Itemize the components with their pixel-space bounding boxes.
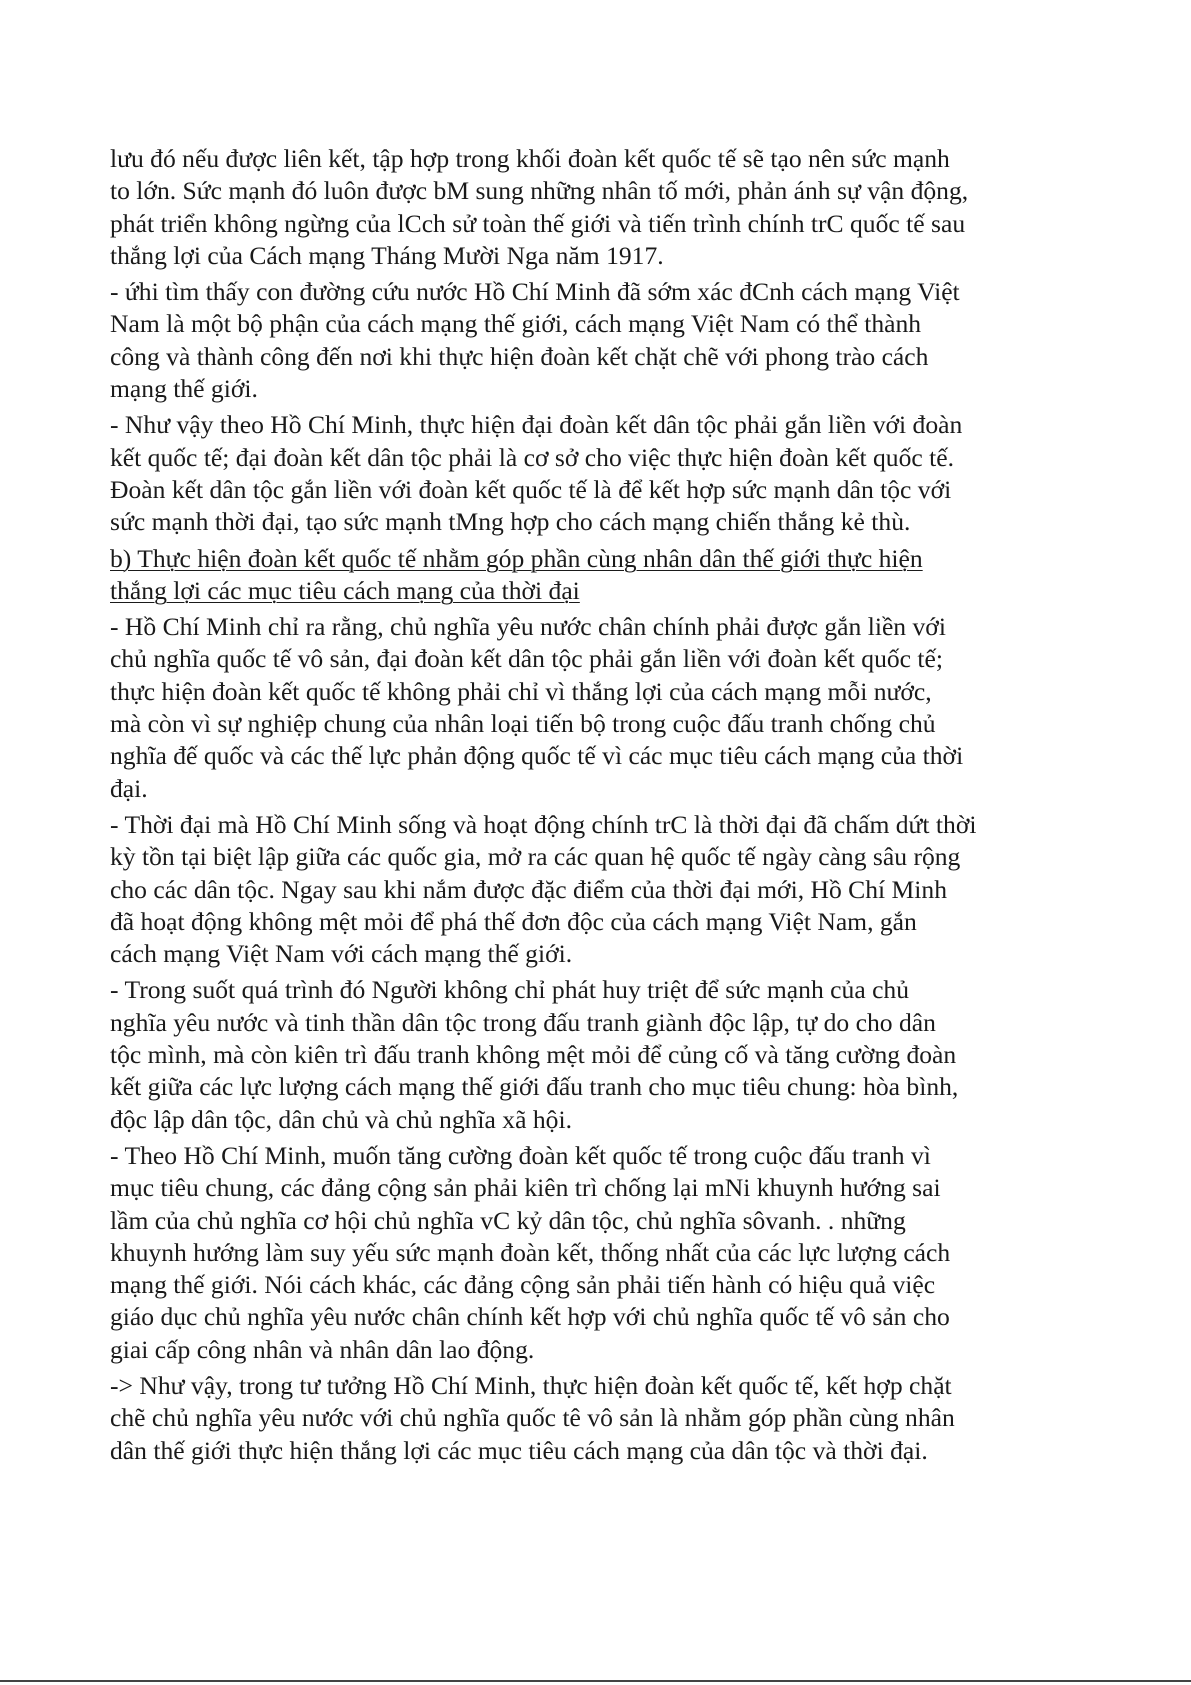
text-line: phát triển không ngừng của lCch sử toàn thế giới và tiến trình chính trC quốc tế sau [110,208,966,238]
text-line: Nam là một bộ phận của cách mạng thế giới, cách mạng Việt Nam có thể thành [110,309,922,339]
text-line: -> Như vậy, trong tư tưởng Hồ Chí Minh, thực hiện đoàn kết quốc tế, kết hợp chặt [110,1370,952,1400]
text-line: mạng thế giới. Nói cách khác, các đảng cộng sản phải tiến hành có hiệu quả việc [110,1270,936,1300]
text-line: đại. [110,773,148,803]
paragraph-3 [110,409,1070,538]
text-line: mà còn vì sự nghiệp chung của nhân loại tiến bộ trong cuộc đấu tranh chống chủ [110,709,936,739]
paragraph-1 [110,143,1070,272]
text-line: khuynh hướng làm suy yếu sức mạnh đoàn kết, thống nhất của các lực lượng cách [110,1237,951,1267]
text-line: công và thành công đến nơi khi thực hiện đoàn kết chặt chẽ với phong trào cách [110,341,929,371]
text-line: dân thế giới thực hiện thắng lợi các mục tiêu cách mạng của dân tộc và thời đại. [110,1435,928,1465]
paragraph-8 [110,1370,1070,1467]
text-line: giai cấp công nhân và nhân dân lao động. [110,1334,535,1364]
text-line: tộc mình, mà còn kiên trì đấu tranh không mệt mỏi để củng cố và tăng cường đoàn [110,1040,957,1070]
text-line: - Trong suốt quá trình đó Người không chỉ phát huy triệt để sức mạnh của chủ [110,975,910,1005]
text-line: mục tiêu chung, các đảng cộng sản phải kiên trì chống lại mNi khuynh hướng sai [110,1173,941,1203]
text-line: - Theo Hồ Chí Minh, muốn tăng cường đoàn kết quốc tế trong cuộc đấu tranh vì [110,1140,931,1170]
paragraph-2 [110,276,1070,405]
paragraph-6 [110,974,1070,1135]
text-line: Đoàn kết dân tộc gắn liền với đoàn kết quốc tế là để kết hợp sức mạnh dân tộc với [110,474,952,504]
heading-line: b) Thực hiện đoàn kết quốc tế nhằm góp phần cùng nhân dân thế giới thực hiện [110,543,923,573]
text-line: chủ nghĩa quốc tế vô sản, đại đoàn kết dân tộc phải gắn liền với đoàn kết quốc tế; [110,644,944,674]
text-line: thực hiện đoàn kết quốc tế không phải chỉ vì thắng lợi của cách mạng mỗi nước, [110,676,932,706]
paragraph-5 [110,809,1070,970]
document-body [110,143,1070,1471]
text-line: - Như vậy theo Hồ Chí Minh, thực hiện đại đoàn kết dân tộc phải gắn liền với đoàn [110,410,963,440]
section-heading-b [110,543,1070,608]
text-line: kỳ tồn tại biệt lập giữa các quốc gia, mở ra các quan hệ quốc tế ngày càng sâu rộng [110,842,961,872]
text-line: lưu đó nếu được liên kết, tập hợp trong khối đoàn kết quốc tế sẽ tạo nên sức mạnh [110,144,950,173]
text-line: - ứhi tìm thấy con đường cứu nước Hồ Chí Minh đã sớm xác đCnh cách mạng Việt [110,277,960,307]
text-line: kết giữa các lực lượng cách mạng thế giới đấu tranh cho mục tiêu chung: hòa bình, [110,1072,959,1102]
text-line: sức mạnh thời đại, tạo sức mạnh tMng hợp cho cách mạng chiến thắng kẻ thù. [110,507,911,537]
text-line: mạng thế giới. [110,374,258,404]
text-line: đã hoạt động không mệt mỏi để phá thế đơn độc của cách mạng Việt Nam, gắn [110,906,917,936]
text-line: - Hồ Chí Minh chỉ ra rằng, chủ nghĩa yêu nước chân chính phải được gắn liền với [110,612,946,642]
text-line: nghĩa đế quốc và các thế lực phản động quốc tế vì các mục tiêu cách mạng của thời [110,741,964,771]
text-line: cho các dân tộc. Ngay sau khi nắm được đặc điểm của thời đại mới, Hồ Chí Minh [110,874,948,904]
text-line: lầm của chủ nghĩa cơ hội chủ nghĩa vC kỷ dân tộc, chủ nghĩa sôvanh. . những [110,1205,906,1235]
text-line: giáo dục chủ nghĩa yêu nước chân chính kết hợp với chủ nghĩa quốc tế vô sản cho [110,1302,950,1332]
text-line: cách mạng Việt Nam với cách mạng thế giới. [110,939,573,969]
text-line: thắng lợi của Cách mạng Tháng Mười Nga năm 1917. [110,240,664,270]
paragraph-7 [110,1140,1070,1366]
page-bottom-divider [0,1680,1191,1682]
heading-line: thắng lợi các mục tiêu cách mạng của thời đại [110,575,580,605]
text-line: kết quốc tế; đại đoàn kết dân tộc phải là cơ sở cho việc thực hiện đoàn kết quốc tế. [110,442,955,472]
paragraph-4 [110,611,1070,805]
text-line: chẽ chủ nghĩa yêu nước với chủ nghĩa quốc tê vô sản là nhằm góp phần cùng nhân [110,1403,955,1433]
text-line: to lớn. Sức mạnh đó luôn được bM sung những nhân tố mới, phản ánh sự vận động, [110,176,969,206]
text-line: - Thời đại mà Hồ Chí Minh sống và hoạt động chính trC là thời đại đã chấm dứt thời [110,809,977,839]
text-line: độc lập dân tộc, dân chủ và chủ nghĩa xã hội. [110,1104,572,1134]
text-line: nghĩa yêu nước và tinh thần dân tộc trong đấu tranh giành độc lập, tự do cho dân [110,1007,936,1037]
